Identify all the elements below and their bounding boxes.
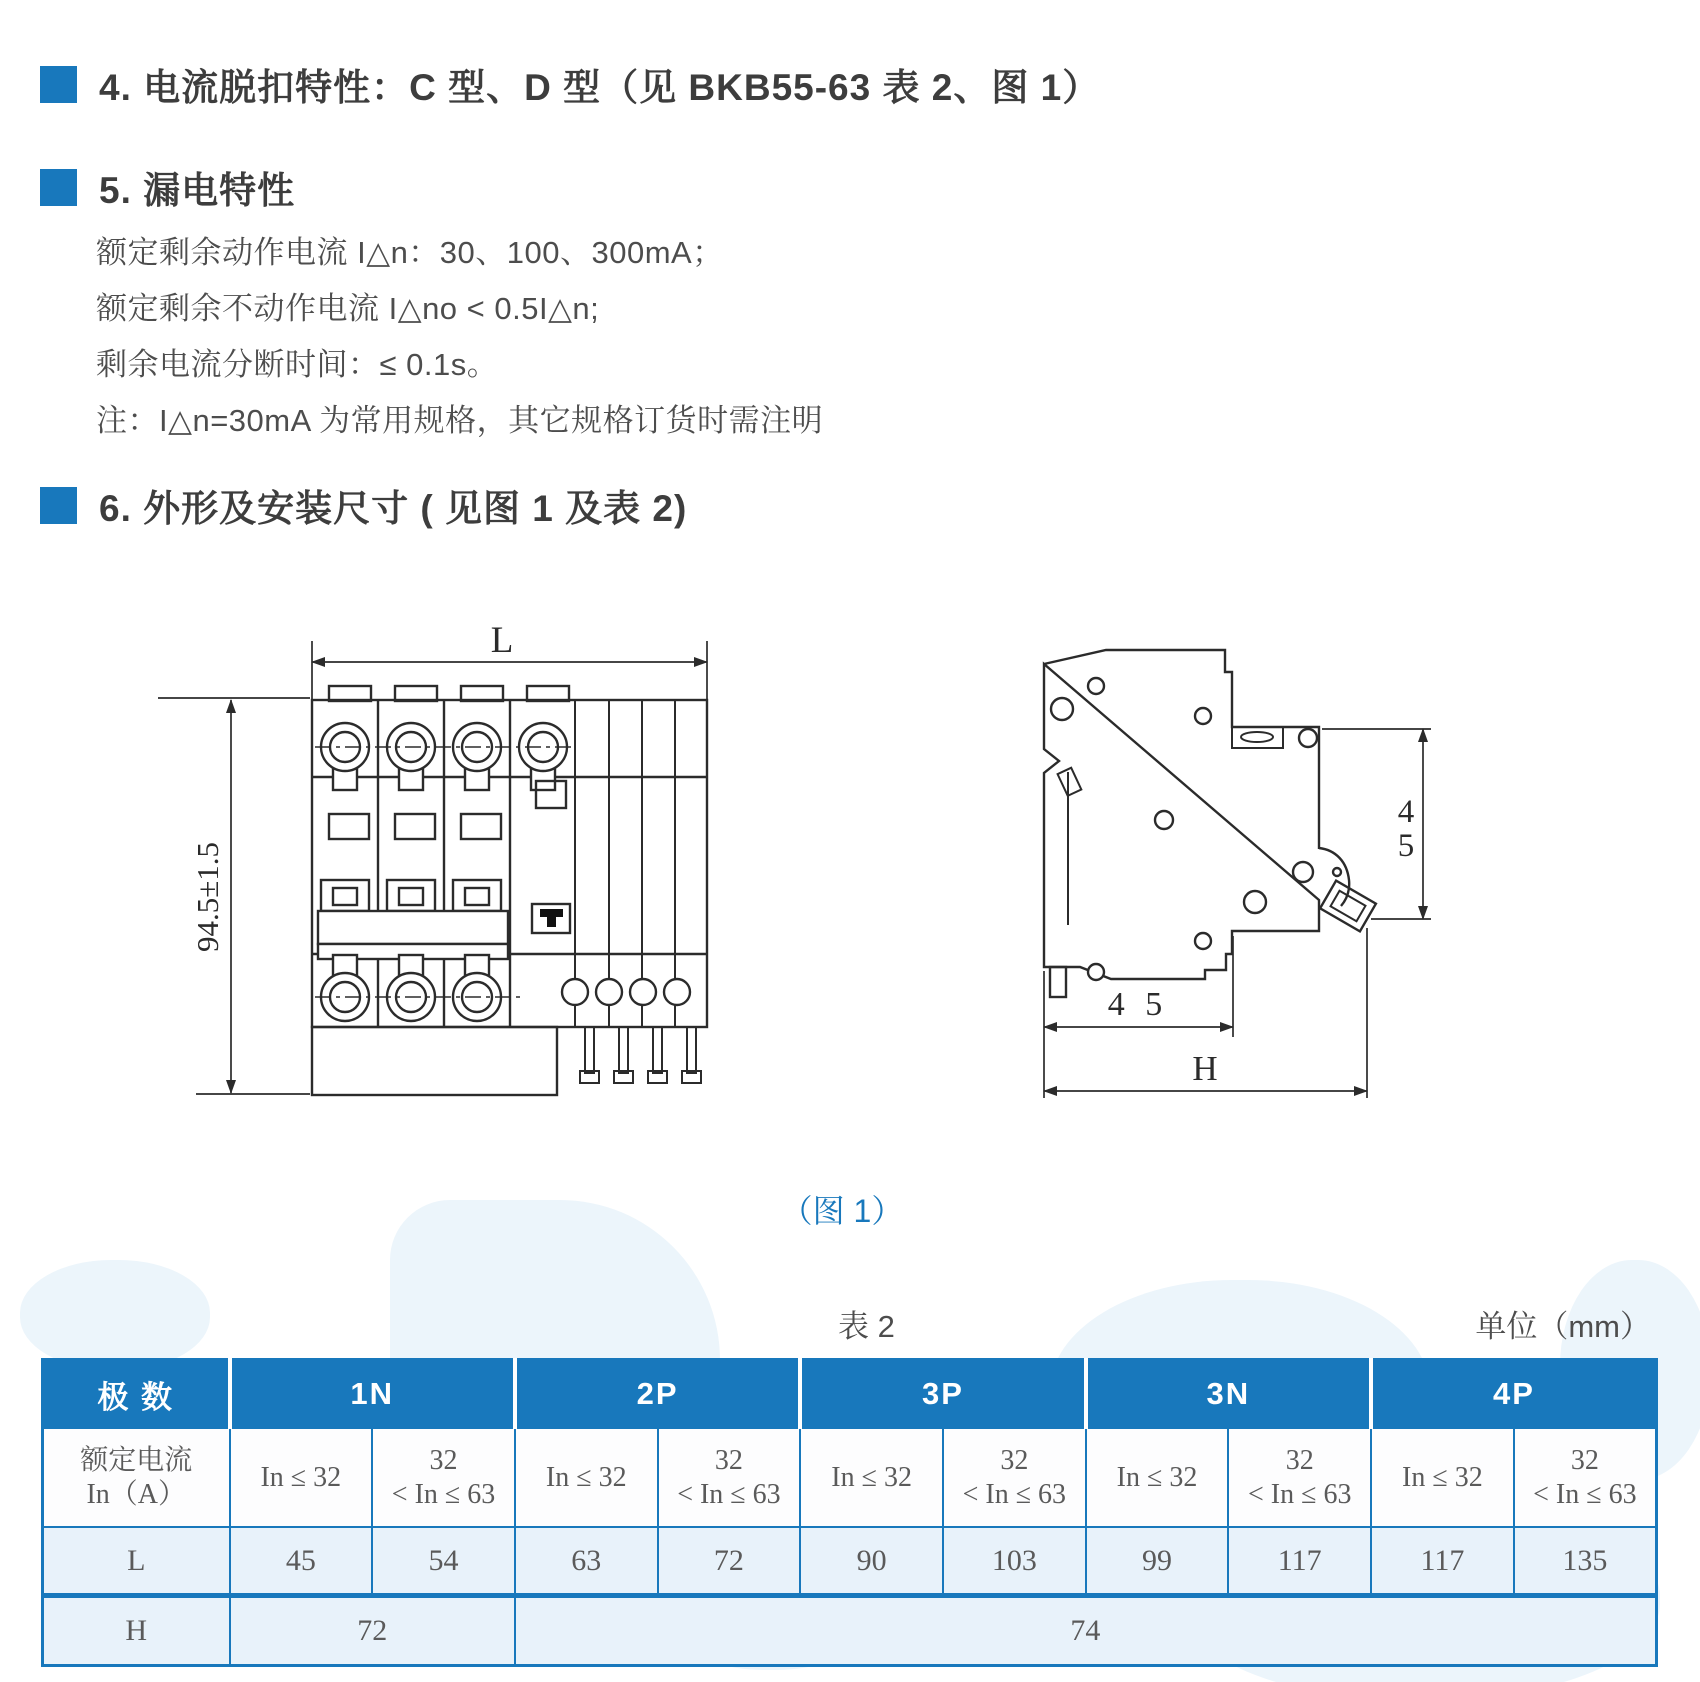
table-2-caption: 表 2	[838, 1309, 895, 1344]
range-high-line1: 32	[1285, 1444, 1314, 1476]
range-high-line1: 32	[714, 1444, 743, 1476]
current-range-cell	[1228, 1428, 1371, 1527]
length-value-cell: 54	[372, 1527, 515, 1596]
side-view-drawing	[1044, 650, 1431, 1098]
group-header-3n: 3N	[1086, 1360, 1371, 1429]
length-value-cell: 135	[1514, 1527, 1657, 1596]
current-range-cell: In ≤ 32	[515, 1428, 658, 1527]
section-4-heading	[40, 57, 1100, 111]
current-range-cell	[943, 1428, 1086, 1527]
table-row-length	[43, 1527, 1657, 1596]
front-view-drawing	[158, 620, 707, 1095]
rated-current-label-line2: In（A）	[86, 1478, 187, 1510]
section-6-heading	[40, 478, 687, 532]
length-value-cell: 99	[1086, 1527, 1229, 1596]
dim-label-side-right-bottom: 5	[1397, 828, 1415, 864]
current-range-cell: In ≤ 32	[1086, 1428, 1229, 1527]
dimension-drawings	[0, 560, 1700, 1140]
group-header-4p: 4P	[1371, 1360, 1656, 1429]
dim-label-side-depth: 4 5	[1107, 986, 1169, 1023]
leakage-line: 注：I△n=30mA 为常用规格，其它规格订货时需注明	[96, 403, 824, 438]
rated-current-label-line1: 额定电流	[80, 1444, 193, 1476]
section-6-title: 6. 外形及安装尺寸 ( 见图 1 及表 2)	[99, 488, 688, 529]
dim-label-height: 94.5±1.5	[190, 841, 225, 953]
dim-label-side-height: H	[1192, 1049, 1218, 1088]
range-high-line1: 32	[1000, 1444, 1029, 1476]
length-value-cell: 72	[658, 1527, 801, 1596]
table-unit-label: 单位（mm）	[1475, 1309, 1651, 1344]
table-row-height	[43, 1596, 1657, 1666]
range-high-line1: 32	[1570, 1444, 1599, 1476]
current-range-cell	[658, 1428, 801, 1527]
group-header-1n: 1N	[230, 1360, 515, 1429]
length-value-cell: 103	[943, 1527, 1086, 1596]
leakage-line: 额定剩余不动作电流 I△no < 0.5I△n;	[96, 291, 600, 326]
current-range-cell: In ≤ 32	[800, 1428, 943, 1527]
height-value-cell: 72	[230, 1596, 515, 1666]
range-high-line2: < In ≤ 63	[1533, 1478, 1637, 1510]
section-5-title: 5. 漏电特性	[99, 170, 296, 211]
table-header-row	[43, 1360, 1657, 1429]
col-header-poles: 极 数	[43, 1360, 230, 1429]
row-label-rated-current	[43, 1428, 230, 1527]
row-label-H: H	[43, 1596, 230, 1666]
length-value-cell: 63	[515, 1527, 658, 1596]
section-bullet-icon	[40, 487, 77, 524]
height-value-cell: 74	[515, 1596, 1657, 1666]
range-high-line2: < In ≤ 63	[677, 1478, 781, 1510]
dim-label-side-right-top: 4	[1397, 794, 1415, 830]
section-bullet-icon	[40, 66, 77, 103]
range-high-line2: < In ≤ 63	[962, 1478, 1067, 1510]
leakage-spec-block	[96, 225, 823, 449]
current-range-cell: In ≤ 32	[230, 1428, 373, 1527]
group-header-3p: 3P	[800, 1360, 1085, 1429]
group-header-2p: 2P	[515, 1360, 800, 1429]
range-high-line1: 32	[429, 1444, 458, 1476]
section-bullet-icon	[40, 169, 77, 206]
length-value-cell: 45	[230, 1527, 373, 1596]
current-range-cell	[372, 1428, 515, 1527]
dim-label-width: L	[490, 620, 514, 661]
current-range-cell	[1514, 1428, 1657, 1527]
leakage-line: 剩余电流分断时间：≤ 0.1s。	[96, 347, 499, 382]
length-value-cell: 117	[1371, 1527, 1514, 1596]
leakage-line: 额定剩余动作电流 I△n：30、100、300mA；	[96, 235, 724, 270]
current-range-cell: In ≤ 32	[1371, 1428, 1514, 1527]
figure-1-caption: （图 1）	[780, 1193, 904, 1229]
range-high-line2: < In ≤ 63	[1247, 1478, 1352, 1510]
section-5-heading	[40, 160, 295, 214]
row-label-L: L	[43, 1527, 230, 1596]
range-high-line2: < In ≤ 63	[391, 1478, 496, 1510]
section-4-title: 4. 电流脱扣特性：C 型、D 型（见 BKB55-63 表 2、图 1）	[99, 67, 1101, 108]
table-row-rated-current	[43, 1428, 1657, 1527]
length-value-cell: 90	[800, 1527, 943, 1596]
dimension-spec-table	[41, 1358, 1658, 1667]
watermark-blob	[20, 1260, 210, 1370]
length-value-cell: 117	[1228, 1527, 1371, 1596]
